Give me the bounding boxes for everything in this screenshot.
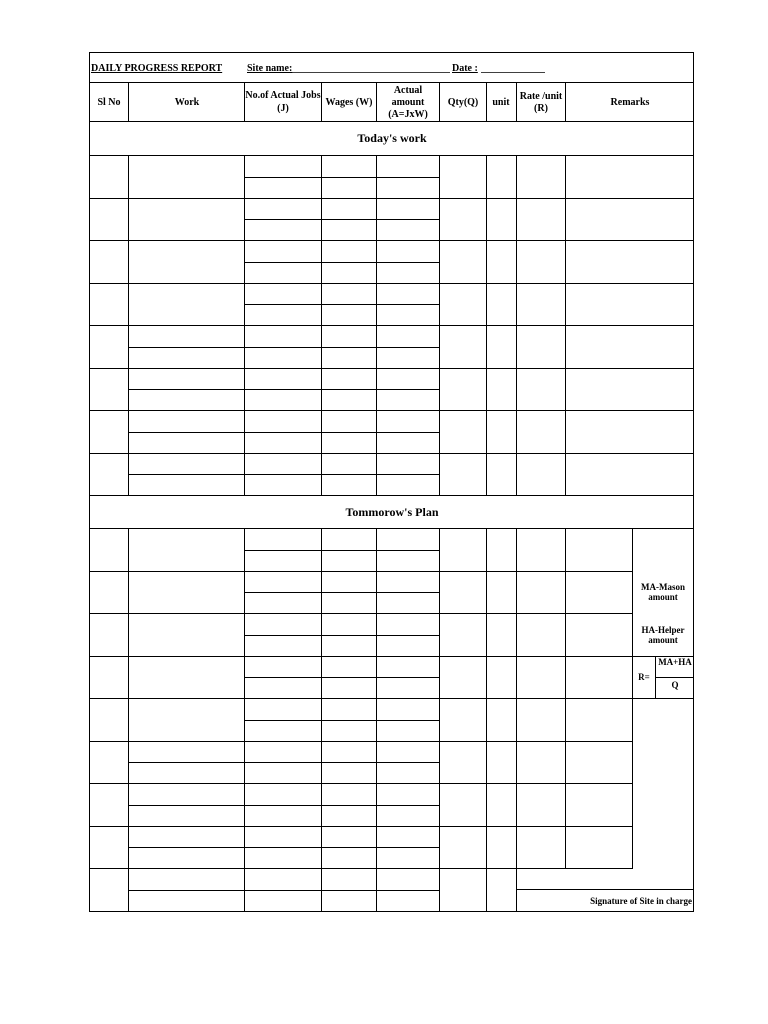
legend-denominator: Q: [671, 680, 679, 690]
section-title-today: Today's work: [357, 131, 427, 145]
header-rate-line1: Rate /unit: [519, 91, 563, 102]
legend-ma-line1: MA-Mason: [641, 582, 685, 592]
legend-r-label: R=: [638, 672, 650, 682]
legend: [638, 582, 692, 690]
site-name-label: Site name:: [247, 63, 293, 74]
legend-numerator: MA+HA: [658, 657, 692, 667]
form-grid: [89, 53, 694, 913]
header-amount-line2: amount: [391, 97, 425, 108]
header-amount-line1: Actual: [393, 85, 423, 96]
date-label: Date :: [452, 63, 478, 74]
header-jobs-line1: No.of Actual Jobs: [245, 90, 321, 101]
header-jobs-line2: (J): [277, 103, 289, 114]
signature-label: Signature of Site in charge: [590, 896, 692, 906]
header-wages: Wages (W): [325, 97, 373, 108]
header-work: Work: [174, 97, 200, 108]
column-headers: [97, 85, 649, 120]
header-remarks: Remarks: [610, 97, 650, 108]
section-title-tomorrow: Tommorow's Plan: [345, 505, 439, 519]
header-rate-line2: (R): [534, 103, 548, 114]
legend-ha-line2: amount: [648, 635, 678, 645]
legend-ha-line1: HA-Helper: [641, 625, 685, 635]
header-unit: unit: [492, 97, 510, 108]
report-title: DAILY PROGRESS REPORT: [91, 63, 223, 74]
header-sl-no: Sl No: [97, 97, 121, 108]
header-amount-line3: (A=JxW): [388, 109, 428, 120]
legend-ma-line2: amount: [648, 592, 678, 602]
header-qty: Qty(Q): [447, 97, 479, 108]
